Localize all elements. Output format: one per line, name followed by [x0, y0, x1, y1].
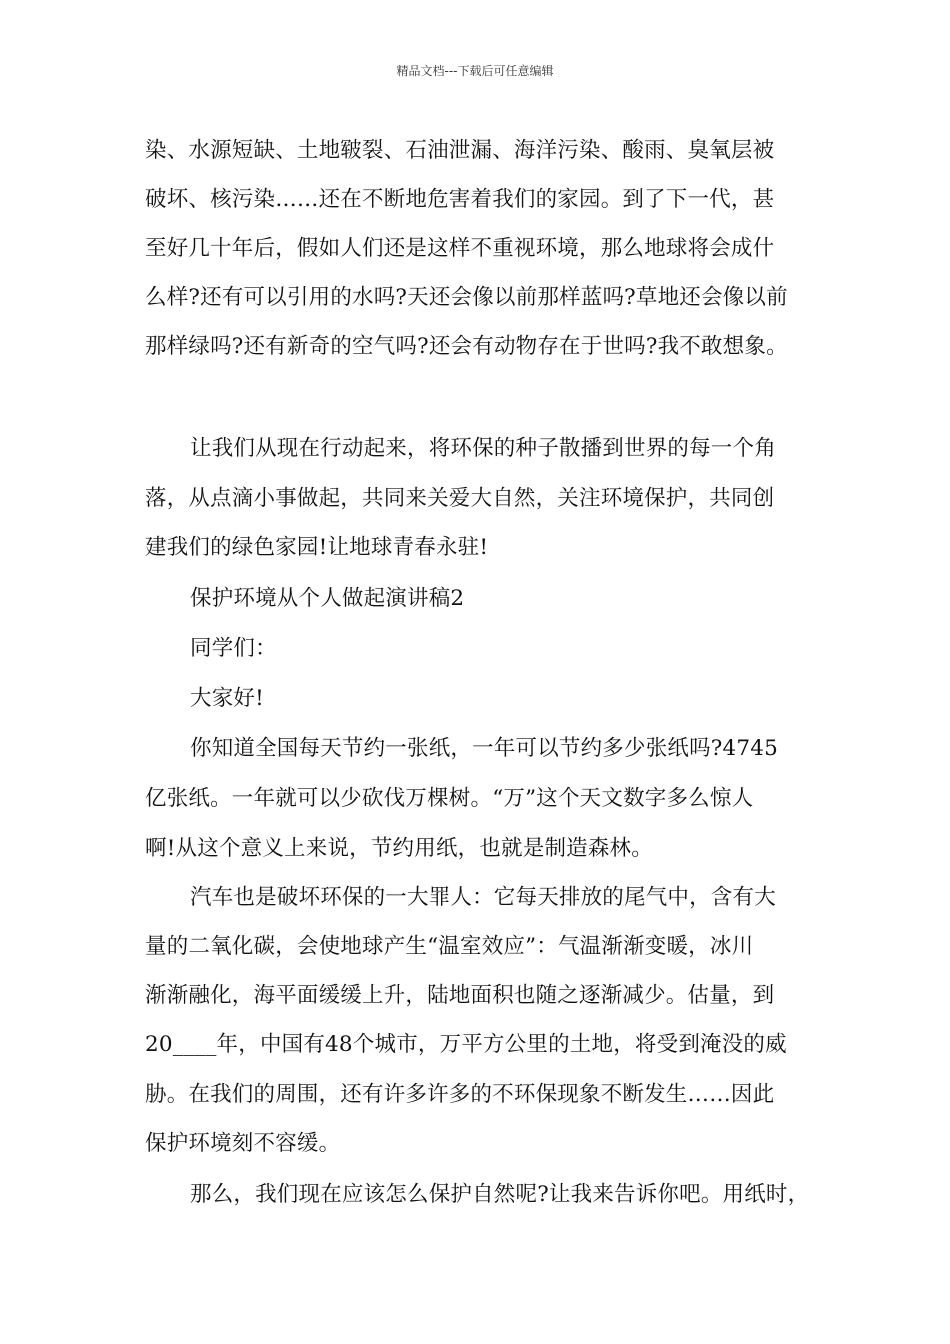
salutation: 同学们： [190, 636, 277, 661]
paragraph-line: 让我们从现在行动起来，将环保的种子散播到世界的每一个角 [190, 436, 776, 461]
paragraph-line: 那么，我们现在应该怎么保护自然呢?让我来告诉你吧。用纸时， [190, 1182, 810, 1207]
paragraph-line: 量的二氧化碳，会使地球产生“温室效应”：气温渐渐变暖，冰川 [145, 934, 754, 959]
paragraph-line: 你知道全国每天节约一张纸，一年可以节约多少张纸吗?4745 [190, 736, 779, 761]
paragraph-line: 20____年，中国有48个城市，万平方公里的土地，将受到淹没的威 [145, 1032, 787, 1057]
greeting: 大家好! [190, 686, 264, 711]
paragraph-line: 汽车也是破坏环保的一大罪人：它每天排放的尾气中，含有大 [190, 885, 776, 910]
paragraph-line: 染、水源短缺、土地皲裂、石油泄漏、海洋污染、酸雨、臭氧层被 [145, 138, 775, 163]
section-title: 保护环境从个人做起演讲稿2 [190, 586, 465, 611]
paragraph-line: 建我们的绿色家园!让地球青春永驻! [145, 535, 489, 560]
paragraph-line: 至好几十年后，假如人们还是这样不重视环境，那么地球将会成什 [145, 236, 775, 261]
paragraph-line: 渐渐融化，海平面缓缓上升，陆地面积也随之逐渐减少。估量，到 [145, 983, 775, 1008]
paragraph-line: 落，从点滴小事做起，共同来关爱大自然，关注环境保护，共同创 [145, 486, 775, 511]
paragraph-line: 破坏、核污染……还在不断地危害着我们的家园。到了下一代，甚 [145, 187, 775, 212]
paragraph-line: 胁。在我们的周围，还有许多许多的不环保现象不断发生……因此 [145, 1082, 775, 1107]
paragraph-line: 么样?还有可以引用的水吗?天还会像以前那样蓝吗?草地还会像以前 [145, 285, 788, 310]
paragraph-line: 保护环境刻不容缓。 [145, 1131, 341, 1156]
paragraph-line: 亿张纸。一年就可以少砍伐万棵树。“万”这个天文数字多么惊人 [145, 786, 754, 811]
paragraph-line: 那样绿吗?还有新奇的空气吗?还会有动物存在于世吗?我不敢想象。 [145, 334, 788, 359]
paragraph-line: 啊!从这个意义上来说，节约用纸，也就是制造森林。 [145, 836, 653, 861]
page-header: 精品文档---下载后可任意编辑 [396, 64, 554, 78]
